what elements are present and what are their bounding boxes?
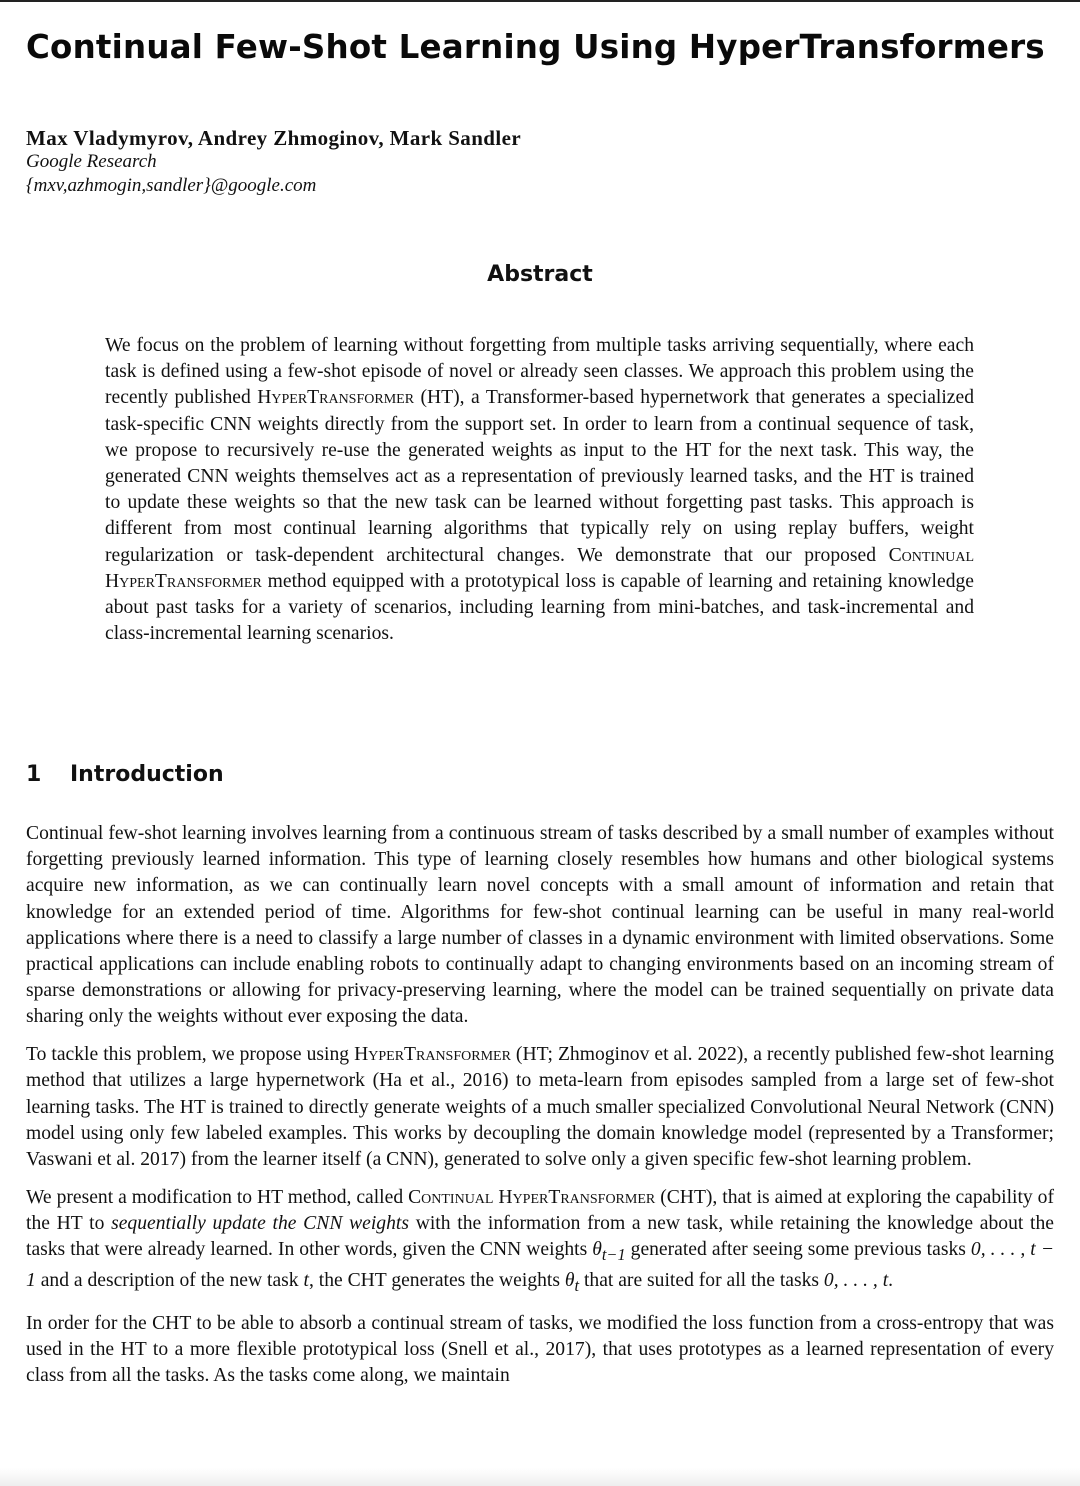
paragraph-text: (HT; Zhmoginov et al. 2022), a recently published few-shot learning method that utilizes a large hypernetwork (Ha et al., 2016) to meta-learn from episodes sampled from a large set of few-shot learning tasks. The HT is trained to directly generate weights of a much smaller specialized Convolutional Neural Network (CNN) model using only few labeled examples. This works by decoupling the domain knowledge model (represented by a Transformer; Vaswani et al. 2017) from the learner itself (a CNN), generated to solve only a given specific few-shot learning problem. [26,1044,1054,1170]
intro-paragraph-4: In order for the CHT to be able to absorb a continual stream of tasks, we modified the loss function from a cross-entropy that was used in the HT to a more flexible prototypical loss (Snell et al., 2017), that uses prototypes as a learned representation of every class from all the tasks. As the tasks come along, we maintain [26,1312,1054,1387]
paragraph-text: that are suited for all the tasks [579,1270,824,1292]
abstract-text: method equipped with a prototypical loss is capable of learning and retaining knowledge about past tasks for a variety of scenarios, including learning from mini-batches, and task-incremental and class-incremental learning scenarios. [105,570,974,645]
paragraph-text: (CHT), that is aimed at exploring the capability of the HT to [26,1186,1055,1234]
math-theta: θ [564,1270,575,1292]
intro-paragraph-3 [26,1185,1054,1300]
method-name-cht: Continual HyperTransformer [105,544,974,592]
section-heading-introduction [26,762,224,787]
section-number: 1 [26,762,42,787]
math-task-range: 0, . . . , t − 1 [26,1239,1054,1292]
section-title: Introduction [70,762,224,787]
emphasis-text: sequentially update the CNN weights [111,1212,409,1234]
paragraph-text: , the CHT generates the weights [308,1270,565,1292]
intro-paragraph-1: Continual few-shot learning involves learning from a continuous stream of tasks described by a small number of examples without forgetting previously learned information. This type of learning closely resembles how humans and other biological systems acquire new information, as we can continually learn novel concepts with a small amount of information and retain that knowledge for an extended period of time. Algorithms for few-shot continual learning can be useful in many real-world applications where there is a need to classify a large number of classes in a dynamic environment with limited observations. Some practical applications can include enabling robots to continually adapt to changing environments based on an incoming stream of sparse demonstrations or allowing for privacy-preserving learning, where the model can be trained sequentially on private data sharing only the weights without ever exposing the data. [26,823,1054,1028]
paragraph-text: generated after seeing some previous tasks [625,1239,971,1261]
paragraph-text: We present a modification to HT method, called [26,1186,409,1208]
math-subscript: t [574,1276,580,1296]
page-bottom-shadow [0,1468,1080,1486]
abstract-text: We focus on the problem of learning without forgetting from multiple tasks arriving sequentially, where each task is defined using a few-shot episode of novel or already seen classes. We approach this problem using the recently published [105,335,974,409]
paragraph-text: with the information from a new task, while retaining the knowledge about the tasks that were already learned. In other words, given the CNN weights [26,1212,1054,1261]
paragraph-text: . [888,1270,894,1292]
paragraph-text: To tackle this problem, we propose using [26,1044,355,1066]
author-email: {mxv,azhmogin,sandler}@google.com [26,175,317,196]
method-name-ht: HyperTransformer [354,1044,511,1066]
abstract-heading: Abstract [487,262,593,287]
abstract-text: (HT), a Transformer-based hypernetwork that generates a specialized task-specific CNN weights directly from the support set. In order to learn from a continual sequence of task, we propose to recursively re-use the generated weights as input to the HT for the next task. This way, the generated CNN weights themselves act as a representation of previously learned tasks, and the HT is trained to update these weights so that the new task can be learned without forgetting past tasks. This approach is different from most continual learning algorithms that typically rely on using replay buffers, weight regularization or task-dependent architectural changes. We demonstrate that our proposed [105,387,974,566]
intro-paragraph-2 [26,1042,1054,1173]
paper-title: Continual Few-Shot Learning Using HyperTransformers [26,28,1045,66]
math-task-variable: t [303,1270,309,1292]
abstract-body [105,333,974,647]
author-list: Max Vladymyrov, Andrey Zhmoginov, Mark Sandler [26,126,522,150]
math-theta: θ [592,1239,602,1261]
method-name-cht: Continual HyperTransformer [408,1186,656,1208]
math-task-range: 0, . . . , t [823,1270,889,1292]
paragraph-text: and a description of the new task [35,1270,304,1292]
method-name-ht: HyperTransformer [257,387,415,409]
math-subscript: t−1 [601,1244,626,1264]
author-affiliation: Google Research [26,151,157,172]
introduction-body [26,821,1054,1401]
